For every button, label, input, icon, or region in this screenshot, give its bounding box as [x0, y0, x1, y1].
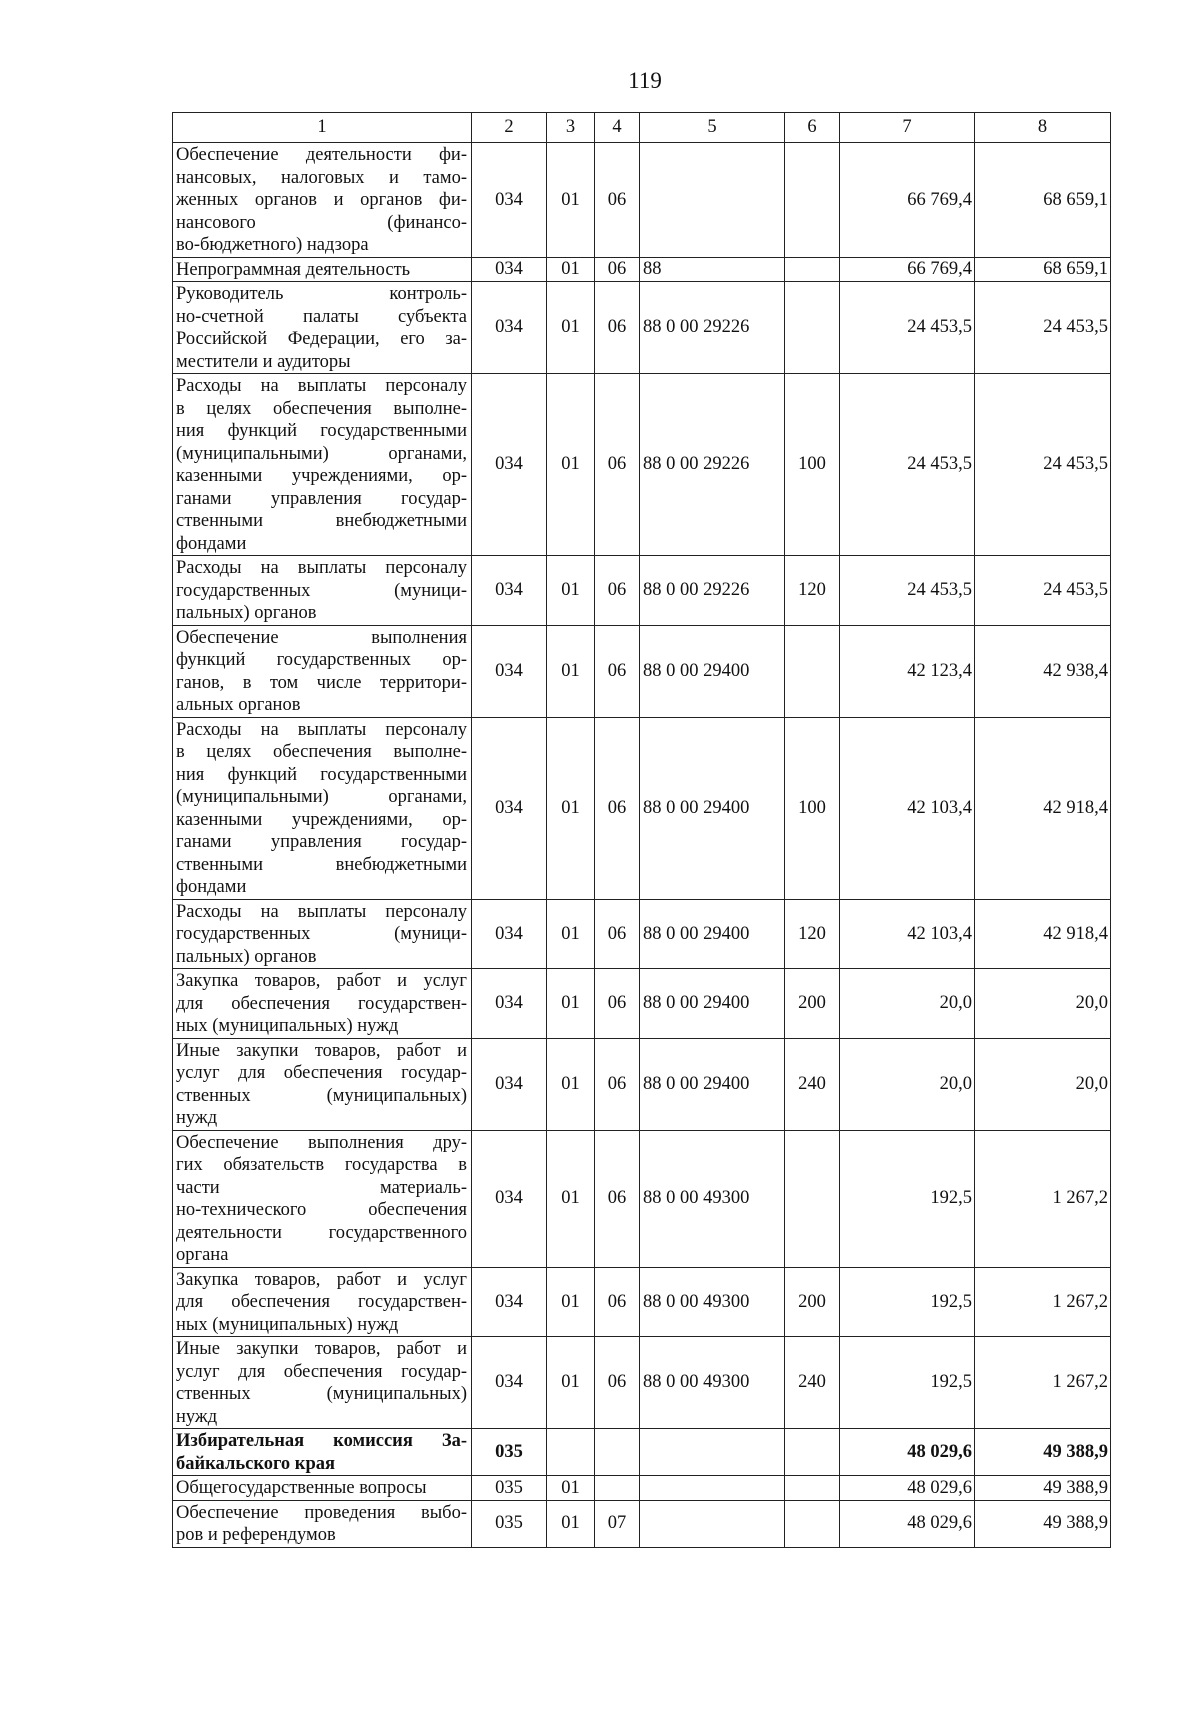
- target-article-cell: 88 0 00 29226: [640, 282, 785, 374]
- expense-type-cell: 200: [785, 1267, 840, 1337]
- header-cell: 8: [975, 113, 1111, 143]
- admin-code-cell: 035: [472, 1500, 547, 1547]
- expense-type-cell: [785, 1429, 840, 1476]
- row-name-line: для обеспечения государствен-: [176, 993, 467, 1014]
- amount-year1-cell: 192,5: [840, 1130, 975, 1267]
- amount-year2-cell: 1 267,2: [975, 1130, 1111, 1267]
- table-row: [173, 257, 1111, 282]
- expense-type-cell: 240: [785, 1337, 840, 1429]
- admin-code-cell: 034: [472, 282, 547, 374]
- row-name-cell: [173, 282, 472, 374]
- section-code-cell: 01: [547, 969, 595, 1039]
- expense-type-cell: [785, 282, 840, 374]
- row-name-line: Обеспечение выполнения: [176, 627, 467, 648]
- row-name-line: Обеспечение деятельности фи-: [176, 145, 467, 165]
- row-name-line: женных органов и органов фи-: [176, 190, 467, 210]
- target-article-cell: 88 0 00 29400: [640, 717, 785, 899]
- row-name-line: государственных (муници-: [176, 580, 467, 601]
- amount-year1-cell: 24 453,5: [840, 374, 975, 556]
- row-name-line: местители и аудиторы: [176, 351, 351, 372]
- admin-code-cell: 034: [472, 969, 547, 1039]
- row-name-line: Избирательная комиссия За-: [176, 1431, 467, 1451]
- row-name-line: Обеспечение проведения выбо-: [176, 1502, 467, 1523]
- row-name-line: ров и референдумов: [176, 1525, 336, 1545]
- expense-type-cell: [785, 1130, 840, 1267]
- target-article-cell: 88 0 00 29400: [640, 625, 785, 717]
- expense-type-cell: 120: [785, 556, 840, 626]
- row-name-cell: [173, 1038, 472, 1130]
- row-name-line: альных органов: [176, 695, 301, 715]
- expense-type-cell: [785, 1500, 840, 1547]
- section-code-cell: 01: [547, 625, 595, 717]
- header-cell: 5: [640, 113, 785, 143]
- table-row: [173, 1500, 1111, 1547]
- header-row: [173, 113, 1111, 143]
- section-code-cell: 01: [547, 899, 595, 969]
- row-name-line: части материаль-: [176, 1177, 467, 1198]
- expense-type-cell: [785, 143, 840, 258]
- table-row: [173, 717, 1111, 899]
- amount-year2-cell: 42 918,4: [975, 899, 1111, 969]
- target-article-cell: 88: [640, 257, 785, 282]
- row-name-line: Иные закупки товаров, работ и: [176, 1339, 467, 1359]
- subsection-code-cell: 06: [595, 374, 640, 556]
- row-name-cell: [173, 257, 472, 282]
- amount-year1-cell: 24 453,5: [840, 556, 975, 626]
- row-name-line: в целях обеспечения выполне-: [176, 398, 467, 419]
- subsection-code-cell: 06: [595, 257, 640, 282]
- amount-year2-cell: 42 918,4: [975, 717, 1111, 899]
- subsection-code-cell: 06: [595, 1267, 640, 1337]
- row-name-line: Расходы на выплаты персоналу: [176, 901, 467, 922]
- admin-code-cell: 034: [472, 625, 547, 717]
- section-code-cell: 01: [547, 1267, 595, 1337]
- row-name-line: нансовых, налоговых и тамо-: [176, 167, 467, 188]
- expense-type-cell: 100: [785, 717, 840, 899]
- row-name-line: пальных) органов: [176, 603, 317, 623]
- expense-type-cell: 100: [785, 374, 840, 556]
- target-article-cell: 88 0 00 49300: [640, 1267, 785, 1337]
- row-name-cell: [173, 1337, 472, 1429]
- row-name-line: фондами: [176, 877, 247, 897]
- admin-code-cell: 034: [472, 1267, 547, 1337]
- row-name-line: Расходы на выплаты персоналу: [176, 558, 467, 578]
- subsection-code-cell: 06: [595, 1038, 640, 1130]
- amount-year1-cell: 42 103,4: [840, 899, 975, 969]
- row-name-cell: [173, 717, 472, 899]
- row-name-line: Закупка товаров, работ и услуг: [176, 971, 467, 991]
- target-article-cell: [640, 1429, 785, 1476]
- row-name-cell: [173, 969, 472, 1039]
- row-name-line: гих обязательств государства в: [176, 1155, 467, 1175]
- subsection-code-cell: 06: [595, 969, 640, 1039]
- row-name-line: услуг для обеспечения государ-: [176, 1063, 467, 1083]
- row-name-line: но-технического обеспечения: [176, 1200, 467, 1220]
- row-name-line: для обеспечения государствен-: [176, 1292, 467, 1312]
- row-name-line: казенными учреждениями, ор-: [176, 466, 467, 486]
- row-name-line: нужд: [176, 1108, 218, 1128]
- table-row: [173, 1130, 1111, 1267]
- row-name-line: органа: [176, 1245, 229, 1265]
- admin-code-cell: 034: [472, 1337, 547, 1429]
- amount-year1-cell: 48 029,6: [840, 1500, 975, 1547]
- amount-year2-cell: 1 267,2: [975, 1267, 1111, 1337]
- subsection-code-cell: 06: [595, 899, 640, 969]
- budget-table: [172, 112, 1111, 1548]
- admin-code-cell: 034: [472, 899, 547, 969]
- header-cell: 3: [547, 113, 595, 143]
- row-name-line: Иные закупки товаров, работ и: [176, 1040, 467, 1061]
- row-name-line: байкальского края: [176, 1453, 336, 1474]
- row-name-line: но-счетной палаты субъекта: [176, 306, 467, 327]
- row-name-line: ганами управления государ-: [176, 488, 467, 509]
- header-cell: 6: [785, 113, 840, 143]
- section-code-cell: 01: [547, 374, 595, 556]
- table-row: [173, 556, 1111, 626]
- row-name-cell: [173, 1500, 472, 1547]
- row-name-line: Обеспечение выполнения дру-: [176, 1132, 467, 1153]
- target-article-cell: 88 0 00 49300: [640, 1130, 785, 1267]
- target-article-cell: [640, 143, 785, 258]
- amount-year2-cell: 24 453,5: [975, 282, 1111, 374]
- row-name-line: ственных (муниципальных): [176, 1085, 467, 1106]
- row-name-line: ганами управления государ-: [176, 832, 467, 852]
- amount-year1-cell: 24 453,5: [840, 282, 975, 374]
- table-row: [173, 143, 1111, 258]
- admin-code-cell: 034: [472, 717, 547, 899]
- amount-year2-cell: 42 938,4: [975, 625, 1111, 717]
- table-row: [173, 1429, 1111, 1476]
- amount-year1-cell: 20,0: [840, 1038, 975, 1130]
- expense-type-cell: 200: [785, 969, 840, 1039]
- row-name-cell: [173, 143, 472, 258]
- amount-year1-cell: 48 029,6: [840, 1476, 975, 1501]
- row-name-line: нужд: [176, 1406, 218, 1427]
- amount-year2-cell: 68 659,1: [975, 257, 1111, 282]
- table-row: [173, 1476, 1111, 1501]
- table-row: [173, 625, 1111, 717]
- table-row: [173, 1337, 1111, 1429]
- table-row: [173, 899, 1111, 969]
- row-name-line: нансового (финансо-: [176, 212, 467, 233]
- row-name-cell: [173, 1267, 472, 1337]
- row-name-line: Расходы на выплаты персоналу: [176, 719, 467, 740]
- target-article-cell: 88 0 00 29226: [640, 556, 785, 626]
- subsection-code-cell: 06: [595, 1337, 640, 1429]
- section-code-cell: 01: [547, 1130, 595, 1267]
- row-name-cell: [173, 625, 472, 717]
- row-name-line: ния функций государственными: [176, 421, 467, 441]
- admin-code-cell: 035: [472, 1429, 547, 1476]
- amount-year2-cell: 20,0: [975, 1038, 1111, 1130]
- amount-year2-cell: 24 453,5: [975, 374, 1111, 556]
- amount-year1-cell: 48 029,6: [840, 1429, 975, 1476]
- row-name-line: в целях обеспечения выполне-: [176, 742, 467, 762]
- row-name-line: Российской Федерации, его за-: [176, 329, 467, 349]
- subsection-code-cell: 06: [595, 1130, 640, 1267]
- admin-code-cell: 034: [472, 257, 547, 282]
- row-name-line: ственных (муниципальных): [176, 1384, 467, 1404]
- section-code-cell: 01: [547, 143, 595, 258]
- admin-code-cell: 034: [472, 143, 547, 258]
- amount-year1-cell: 192,5: [840, 1337, 975, 1429]
- subsection-code-cell: 06: [595, 282, 640, 374]
- row-name-line: ных (муниципальных) нужд: [176, 1016, 399, 1036]
- section-code-cell: [547, 1429, 595, 1476]
- row-name-line: Закупка товаров, работ и услуг: [176, 1269, 467, 1290]
- row-name-line: деятельности государственного: [176, 1222, 467, 1243]
- header-cell: 7: [840, 113, 975, 143]
- target-article-cell: 88 0 00 49300: [640, 1337, 785, 1429]
- row-name-line: Руководитель контроль-: [176, 284, 467, 304]
- row-name-line: во-бюджетного) надзора: [176, 235, 369, 255]
- admin-code-cell: 034: [472, 1130, 547, 1267]
- amount-year2-cell: 1 267,2: [975, 1337, 1111, 1429]
- amount-year1-cell: 20,0: [840, 969, 975, 1039]
- row-name-line: услуг для обеспечения государ-: [176, 1361, 467, 1382]
- amount-year1-cell: 66 769,4: [840, 143, 975, 258]
- row-name-cell: [173, 374, 472, 556]
- section-code-cell: 01: [547, 257, 595, 282]
- row-name-line: (муниципальными) органами,: [176, 787, 467, 807]
- row-name-line: (муниципальными) органами,: [176, 443, 467, 464]
- row-name-cell: [173, 899, 472, 969]
- section-code-cell: 01: [547, 556, 595, 626]
- subsection-code-cell: 06: [595, 143, 640, 258]
- section-code-cell: 01: [547, 282, 595, 374]
- row-name-line: ственными внебюджетными: [176, 511, 467, 531]
- expense-type-cell: [785, 625, 840, 717]
- subsection-code-cell: [595, 1476, 640, 1501]
- row-name-line: ганов, в том числе территори-: [176, 672, 467, 693]
- row-name-line: ния функций государственными: [176, 764, 467, 785]
- target-article-cell: 88 0 00 29400: [640, 899, 785, 969]
- header-cell: 1: [173, 113, 472, 143]
- amount-year1-cell: 192,5: [840, 1267, 975, 1337]
- admin-code-cell: 034: [472, 374, 547, 556]
- subsection-code-cell: 06: [595, 556, 640, 626]
- section-code-cell: 01: [547, 1038, 595, 1130]
- admin-code-cell: 034: [472, 1038, 547, 1130]
- row-name-line: Расходы на выплаты персоналу: [176, 376, 467, 396]
- amount-year2-cell: 68 659,1: [975, 143, 1111, 258]
- admin-code-cell: 034: [472, 556, 547, 626]
- subsection-code-cell: 06: [595, 625, 640, 717]
- expense-type-cell: 120: [785, 899, 840, 969]
- row-name-cell: [173, 1476, 472, 1501]
- target-article-cell: [640, 1476, 785, 1501]
- expense-type-cell: 240: [785, 1038, 840, 1130]
- section-code-cell: 01: [547, 717, 595, 899]
- table-row: [173, 374, 1111, 556]
- table-row: [173, 1038, 1111, 1130]
- admin-code-cell: 035: [472, 1476, 547, 1501]
- section-code-cell: 01: [547, 1476, 595, 1501]
- amount-year1-cell: 66 769,4: [840, 257, 975, 282]
- row-name-line: Общегосударственные вопросы: [176, 1478, 427, 1498]
- subsection-code-cell: [595, 1429, 640, 1476]
- header-cell: 4: [595, 113, 640, 143]
- amount-year1-cell: 42 123,4: [840, 625, 975, 717]
- subsection-code-cell: 06: [595, 717, 640, 899]
- row-name-line: государственных (муници-: [176, 924, 467, 944]
- table-row: [173, 282, 1111, 374]
- row-name-cell: [173, 556, 472, 626]
- row-name-line: фондами: [176, 533, 247, 554]
- target-article-cell: [640, 1500, 785, 1547]
- section-code-cell: 01: [547, 1500, 595, 1547]
- row-name-cell: [173, 1429, 472, 1476]
- target-article-cell: 88 0 00 29400: [640, 969, 785, 1039]
- target-article-cell: 88 0 00 29400: [640, 1038, 785, 1130]
- subsection-code-cell: 07: [595, 1500, 640, 1547]
- row-name-line: казенными учреждениями, ор-: [176, 809, 467, 830]
- row-name-line: Непрограммная деятельность: [176, 259, 411, 280]
- table-row: [173, 969, 1111, 1039]
- target-article-cell: 88 0 00 29226: [640, 374, 785, 556]
- amount-year2-cell: 24 453,5: [975, 556, 1111, 626]
- expense-type-cell: [785, 257, 840, 282]
- row-name-line: функций государственных ор-: [176, 650, 467, 670]
- amount-year2-cell: 20,0: [975, 969, 1111, 1039]
- amount-year2-cell: 49 388,9: [975, 1500, 1111, 1547]
- table-row: [173, 1267, 1111, 1337]
- row-name-line: пальных) органов: [176, 946, 317, 967]
- amount-year2-cell: 49 388,9: [975, 1476, 1111, 1501]
- row-name-line: ных (муниципальных) нужд: [176, 1314, 399, 1335]
- page-number: 119: [628, 68, 662, 93]
- row-name-cell: [173, 1130, 472, 1267]
- expense-type-cell: [785, 1476, 840, 1501]
- amount-year1-cell: 42 103,4: [840, 717, 975, 899]
- section-code-cell: 01: [547, 1337, 595, 1429]
- amount-year2-cell: 49 388,9: [975, 1429, 1111, 1476]
- row-name-line: ственными внебюджетными: [176, 854, 467, 875]
- header-cell: 2: [472, 113, 547, 143]
